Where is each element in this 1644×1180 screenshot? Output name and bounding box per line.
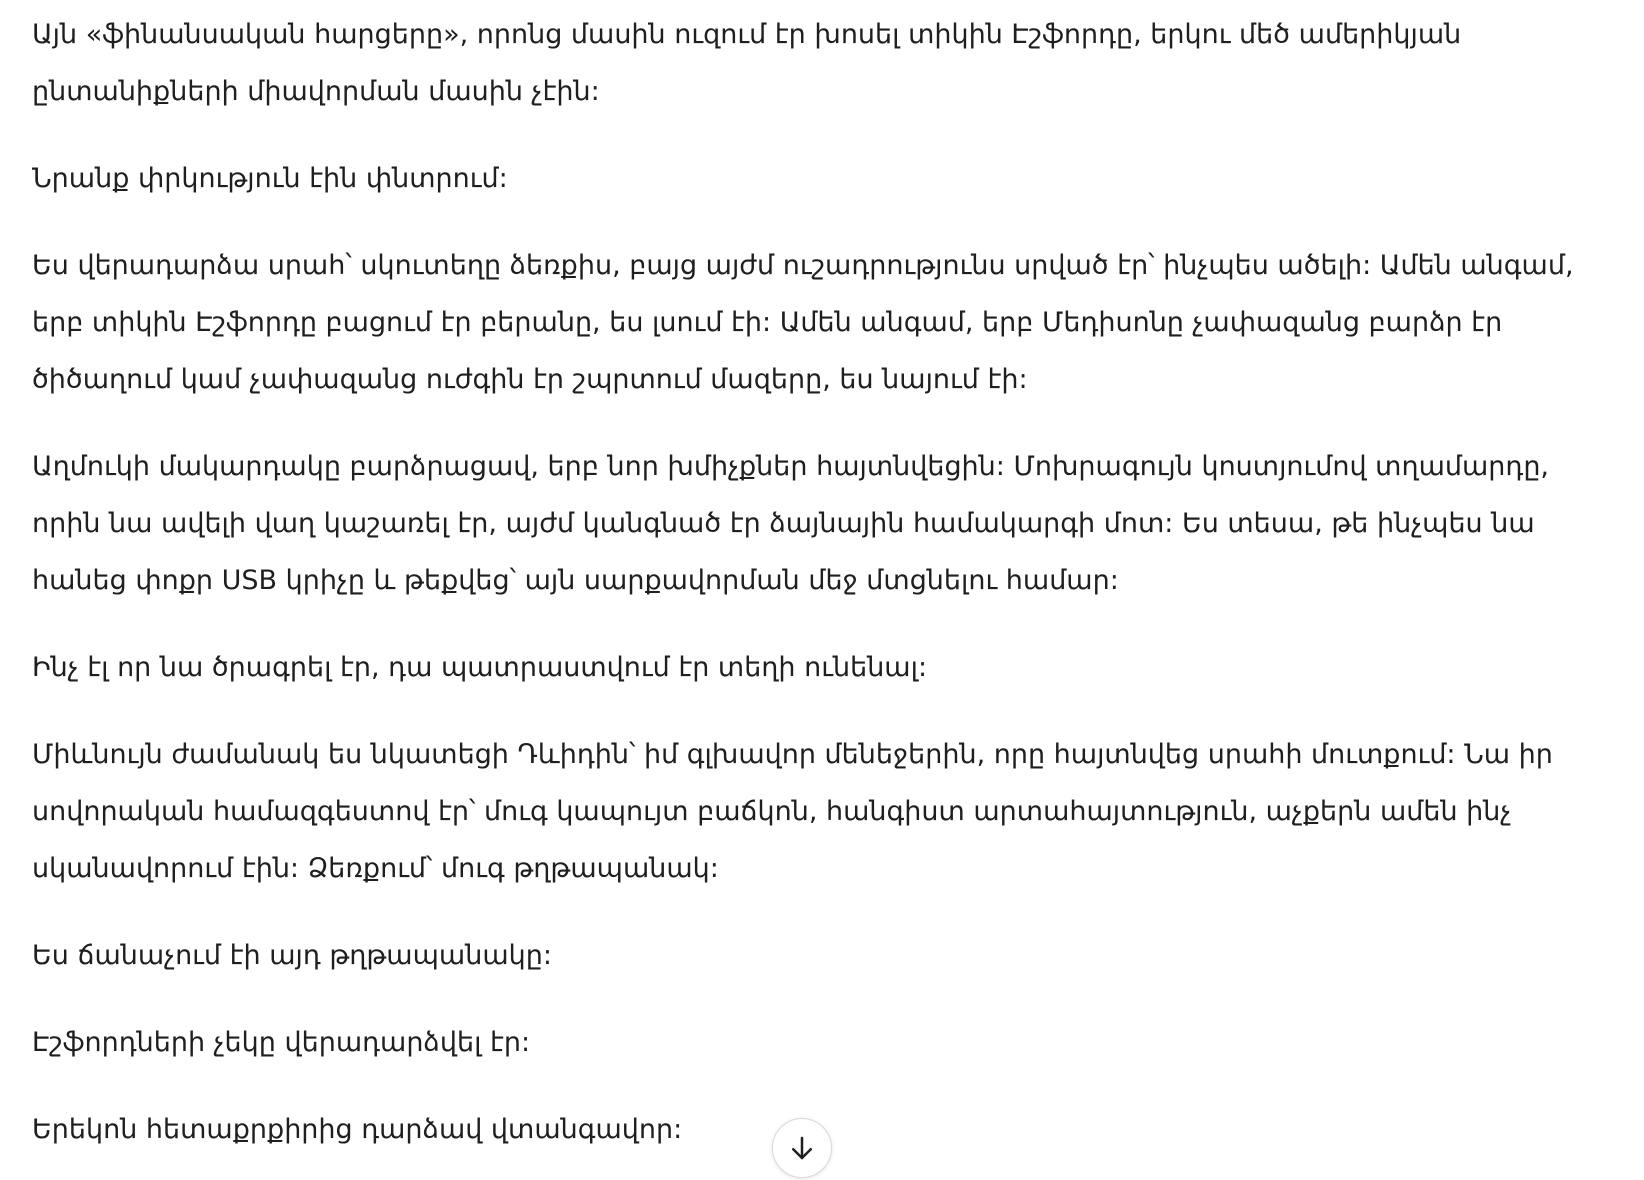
scroll-to-bottom-button[interactable]	[772, 1118, 832, 1178]
story-paragraph: Էշֆորդների չեկը վերադարձվել էր:	[32, 1027, 531, 1058]
story-paragraph: Ես ճանաչում էի այդ թղթապանակը:	[32, 940, 552, 971]
story-paragraph: Ես վերադարձա սրահ՝ սկուտեղը ձեռքիս, բայց այժմ ուշադրությունս սրված էր՝ ինչպես ածելի: Ամեն անգամ, երբ տիկին Էշֆորդը բացում էր բերանը, ես լսում էի: Ամեն անգամ, երբ Մեդիսոնը չափազանց բարձր էր ծիծաղում կամ չափազանց ուժգին էր շպրտում մազերը, ես նայում էի:	[32, 250, 1574, 395]
story-paragraph: Աղմուկի մակարդակը բարձրացավ, երբ նոր խմիչքներ հայտնվեցին: Մոխրագույն կոստյումով տղամարդը, որին նա ավելի վաղ կաշառել էր, այժմ կանգնած էր ձայնային համակարգի մոտ: Ես տեսա, թե ինչպես նա հանեց փոքր USB կրիչը և թեքվեց՝ այն սարքավորման մեջ մտցնելու համար:	[32, 451, 1550, 596]
story-paragraph: Միևնույն ժամանակ ես նկատեցի Դևիդին՝ իմ գլխավոր մենեջերին, որը հայտնվեց սրահի մուտքում: Նա իր սովորական համազգեստով էր՝ մուգ կապույտ բաճկոն, հանգիստ արտահայտություն, աչքերն ամեն ինչ սկանավորում էին: Ձեռքում՝ մուգ թղթապանակ:	[32, 739, 1553, 884]
story-paragraph: Ինչ էլ որ նա ծրագրել էր, դա պատրաստվում էր տեղի ունենալ:	[32, 652, 928, 683]
arrow-down-icon	[787, 1133, 817, 1163]
story-paragraph: Երեկոն հետաքրքիրից դարձավ վտանգավոր:	[32, 1114, 683, 1145]
story-paragraph: Այն «ֆինանսական հարցերը», որոնց մասին ուզում էր խոսել տիկին Էշֆորդը, երկու մեծ ամերիկյան ընտանիքների միավորման մասին չէին:	[32, 19, 1462, 107]
story-paragraph: Նրանք փրկություն էին փնտրում:	[32, 163, 508, 194]
chat-message-content	[32, 6, 1612, 1158]
